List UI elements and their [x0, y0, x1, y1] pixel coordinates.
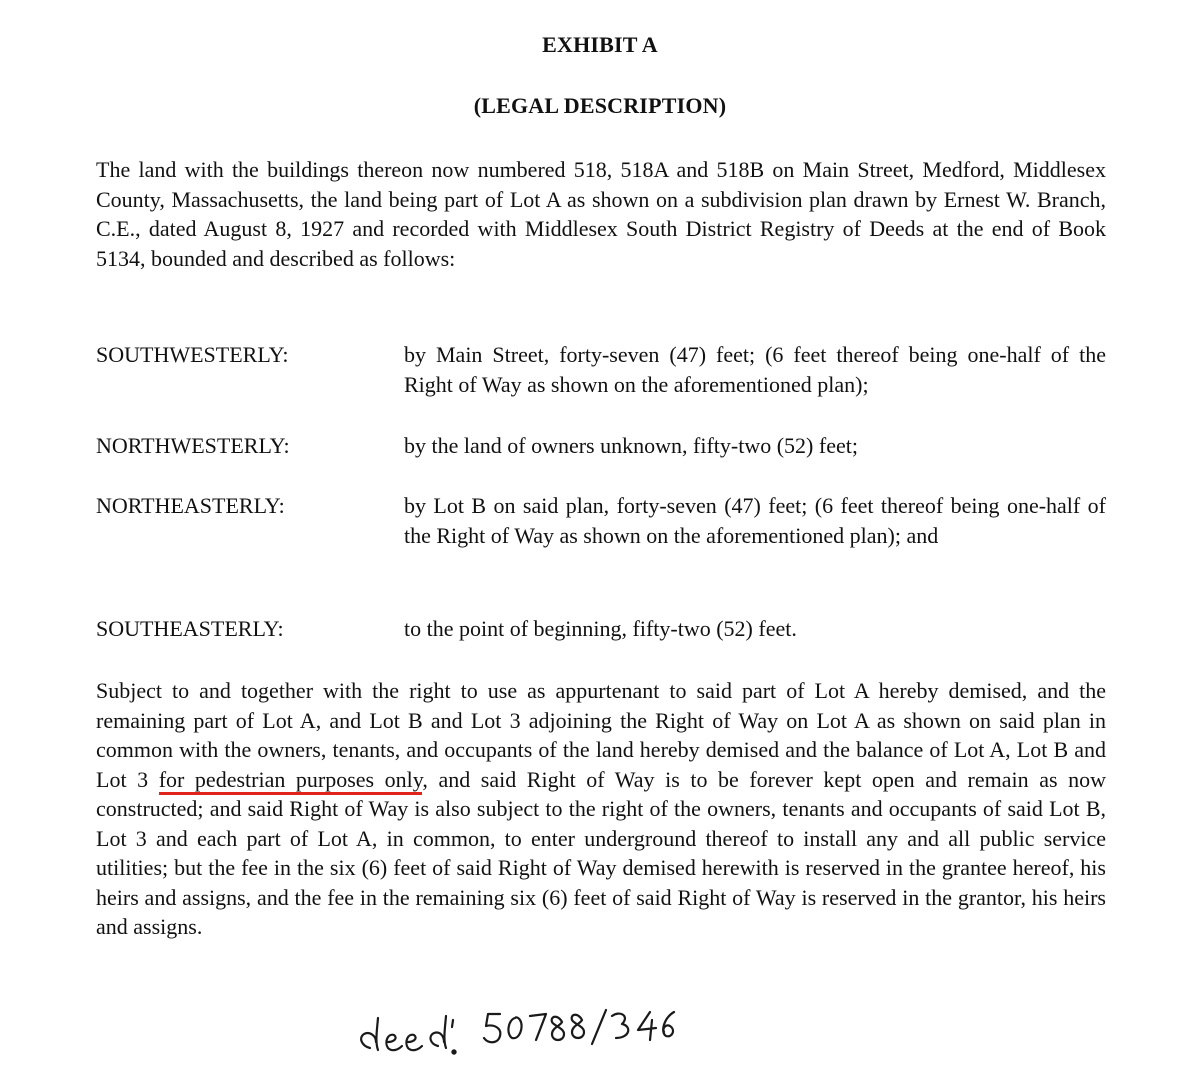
- exhibit-title: EXHIBIT A: [542, 32, 658, 57]
- subject-paragraph: [96, 676, 1106, 942]
- exhibit-subtitle: (LEGAL DESCRIPTION): [473, 93, 727, 118]
- boundary-text-northwesterly: by the land of owners unknown, fifty-two (52) feet;: [404, 433, 858, 458]
- boundary-direction-southeasterly: SOUTHEASTERLY:: [96, 616, 284, 641]
- highlighted-phrase: for pedestrian purposes only: [159, 767, 423, 795]
- boundary-text-southeasterly: to the point of beginning, fifty-two (52) feet.: [404, 616, 797, 641]
- intro-paragraph: The land with the buildings thereon now numbered 518, 518A and 518B on Main Street, Medford, Middlesex County, Massachusetts, the land being part of Lot A as shown on a subdivision plan drawn by Ernest W. Branch, C.E., dated August 8, 1927 and recorded with Middlesex South District Registry of Deeds at the end of Book 5134, bounded and described as follows:: [96, 157, 1106, 271]
- boundary-direction-northeasterly: NORTHEASTERLY:: [96, 493, 285, 518]
- subject-text-before: Subject to and together with the right to use as appurtenant to said part of Lot A hereby demised, and the remaining part of Lot A, and Lot B and Lot 3 adjoining the Right of Way on Lot A as shown on said plan in common with the owners, tenants, and occupants of the land hereby demised and the balance of Lot A, Lot B and Lot 3: [96, 678, 1106, 792]
- boundary-direction-northwesterly: NORTHWESTERLY:: [96, 433, 290, 458]
- boundary-text-southwesterly: by Main Street, forty-seven (47) feet; (6 feet thereof being one-half of the Right of Way as shown on the aforementioned plan);: [404, 342, 1106, 397]
- boundary-text-northeasterly: by Lot B on said plan, forty-seven (47) feet; (6 feet thereof being one-half of the Right of Way as shown on the aforementioned plan); and: [404, 493, 1106, 548]
- handwritten-deed-note: [350, 1000, 850, 1060]
- boundary-direction-southwesterly: SOUTHWESTERLY:: [96, 342, 289, 367]
- subject-text-after: , and said Right of Way is to be forever kept open and remain as now constructed; and said Right of Way is also subject to the right of the owners, tenants and occupants of said Lot B, Lot 3 and each part of Lot A, in common, to enter underground thereof to install any and all public service utilities; but the fee in the six (6) feet of said Right of Way demised herewith is reserved in the grantee hereof, his heirs and assigns, and the fee in the remaining six (6) feet of said Right of Way is reserved in the grantor, his heirs and assigns.: [96, 766, 1106, 939]
